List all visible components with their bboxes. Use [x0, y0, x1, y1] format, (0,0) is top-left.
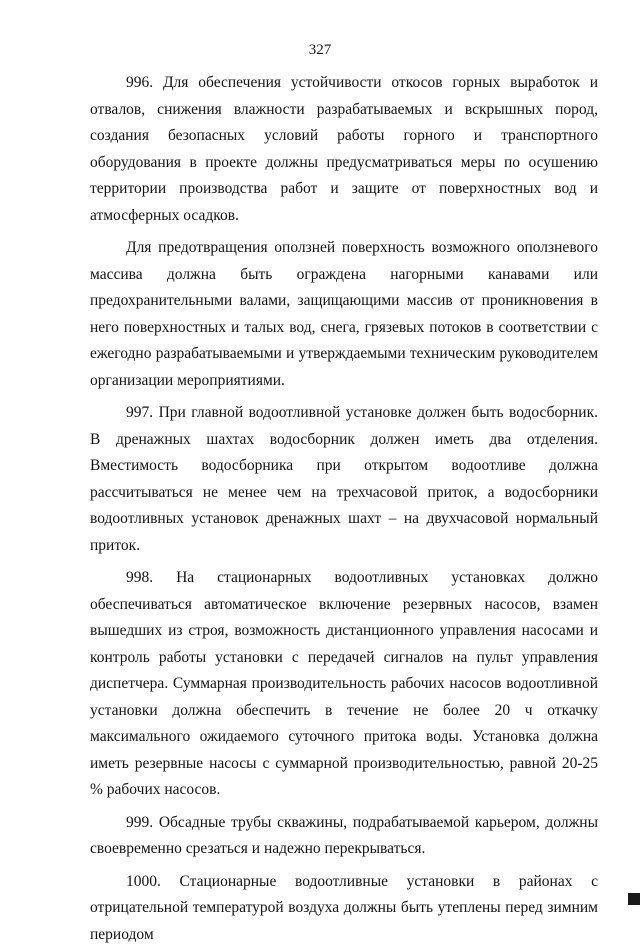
paragraph-landslide-prevention: Для предотвращения оползней поверхность возможного оползневого массива должна быть ограждена нагорными канавами или предохранительными валами, защищающими массив от проникновения в него поверхностных и талых вод, снега, грязевых потоков в соответствии с ежегодно разрабатываемыми и утверждаемыми техническим руководителем организации мероприятиями.	[90, 235, 598, 394]
page-number: 327	[0, 41, 640, 59]
paragraph-996: 996. Для обеспечения устойчивости откосов горных выработок и отвалов, снижения влажности разрабатываемых и вскрышных пород, создания безопасных условий работы горного и транспортного оборудования в проекте должны предусматриваться меры по осушению территории производства работ и защите от поверхностных вод и атмосферных осадков.	[90, 70, 598, 229]
document-body	[90, 70, 598, 948]
paragraph-999: 999. Обсадные трубы скважины, подрабатываемой карьером, должны своевременно срезаться и надежно перекрываться.	[90, 810, 598, 863]
paragraph-1000: 1000. Стационарные водоотливные установки в районах с отрицательной температурой воздуха должны быть утеплены перед зимним периодом	[90, 869, 598, 948]
scan-corner-mark	[628, 893, 640, 905]
paragraph-997: 997. При главной водоотливной установке должен быть водосборник. В дренажных шахтах водосборник должен иметь два отделения. Вместимость водосборника при открытом водоотливе должна рассчитываться не менее чем на трехчасовой приток, а водосборники водоотливных установок дренажных шахт – на двухчасовой нормальный приток.	[90, 400, 598, 559]
paragraph-998: 998. На стационарных водоотливных установках должно обеспечиваться автоматическое включение резервных насосов, взамен вышедших из строя, возможность дистанционного управления насосами и контроль работы установки с передачей сигналов на пульт управления диспетчера. Суммарная производительность рабочих насосов водоотливной установки должна обеспечить в течение не более 20 ч откачку максимального ожидаемого суточного притока воды. Установка должна иметь резервные насосы с суммарной производительностью, равной 20-25 % рабочих насосов.	[90, 565, 598, 804]
